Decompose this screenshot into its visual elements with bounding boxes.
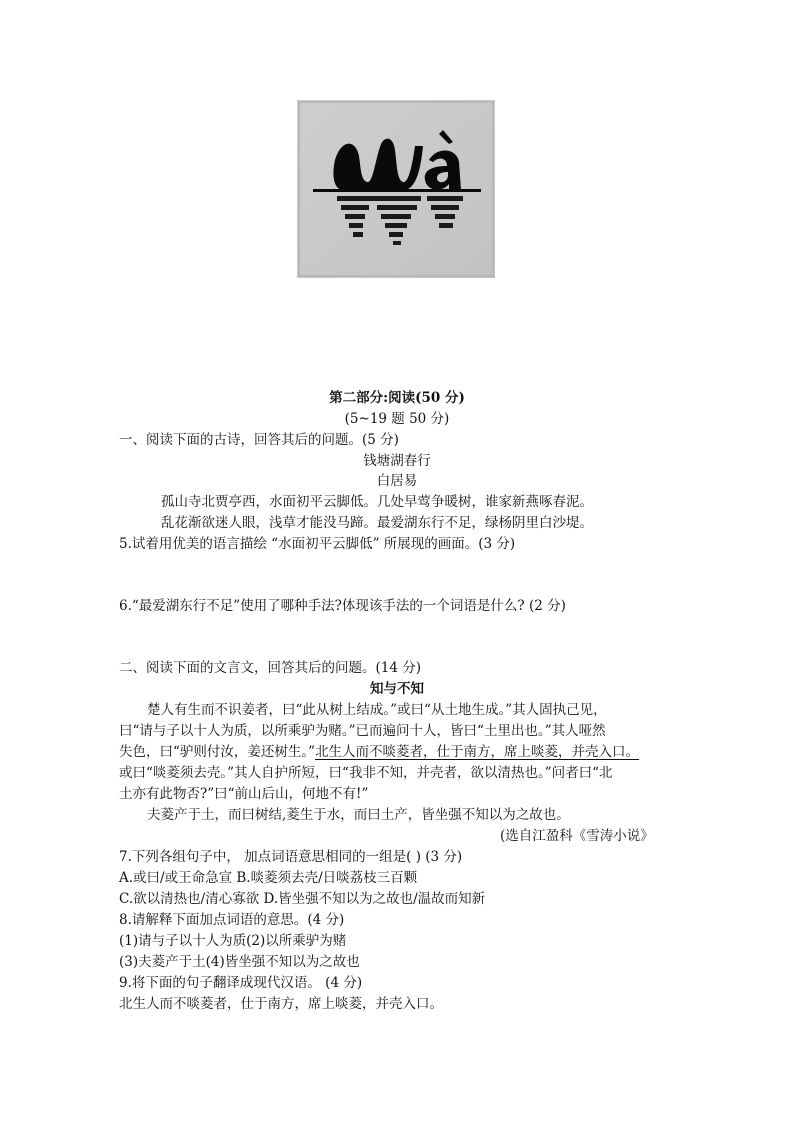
part-title: 第二部分:阅读(50 分) xyxy=(329,390,465,406)
paragraph1-line2: 曰“请与子以十人为质，以所乘驴为赌。”已而遍问十人，皆曰“土里出也。”其人哑然 xyxy=(119,723,606,739)
question-7-options-cd: C.欲以清热也/清心寡欲 D.皆坐强不知以为之故也/温故而知新 xyxy=(119,891,486,907)
part-subtitle: (5~19 题 50 分) xyxy=(344,411,450,427)
section1-instruction: 一、阅读下面的古诗，回答其后的问题。(5 分) xyxy=(119,432,399,448)
paragraph1-line3-start: 失色，曰“驴则付汝，姜还树生。” xyxy=(119,744,316,760)
question-7: 7.下列各组句子中， 加点词语意思相同的一组是( ) (3 分) xyxy=(119,849,463,865)
question-7-options-ab: A.或曰/或王命急宣 B.啖菱须去壳/日啖荔枝三百颗 xyxy=(119,870,418,886)
paragraph1-line3 xyxy=(119,742,639,762)
underlined-sentence: 北生人而不啖菱者，仕于南方，席上啖菱，并壳入口。 xyxy=(315,744,640,760)
text-title: 知与不知 xyxy=(370,681,424,697)
question-8: 8.请解释下面加点词语的意思。(4 分) xyxy=(119,912,345,928)
question-9: 9.将下面的句子翻译成现代汉语。 (4 分) xyxy=(119,975,363,991)
poem-line-2: 乱花渐欲迷人眼，浅草才能没马蹄。最爱湖东行不足，绿杨阴里白沙堤。 xyxy=(161,515,593,531)
question-8-items-3-4: (3)夫菱产于土(4)皆坐强不知以为之故也 xyxy=(119,954,360,970)
paragraph1-line1: 楚人有生而不识姜者，曰“此从树上结成。”或曰“从土地生成。”其人固执己见， xyxy=(147,702,607,718)
question-5: 5.试着用优美的语言描绘 “水面初平云脚低” 所展现的画面。(3 分) xyxy=(119,536,516,552)
question-8-items-1-2: (1)请与子以十人为质(2)以所乘驴为赌 xyxy=(119,933,347,949)
logo-image xyxy=(297,100,495,278)
question-9-sentence: 北生人而不啖菱者，仕于南方，席上啖菱，并壳入口。 xyxy=(119,996,443,1012)
poem-author: 白居易 xyxy=(376,473,418,489)
paragraph1-line4: 或曰“啖菱须去壳。”其人自护所短，曰“我非不知，并壳者，欲以清热也。”问者曰“北 xyxy=(119,765,613,781)
paragraph1-line5: 土亦有此物否?”曰“前山后山，何地不有!” xyxy=(119,786,369,802)
poem-line-1: 孤山寺北贾亭西，水面初平云脚低。几处早莺争暖树，谁家新燕啄春泥。 xyxy=(161,494,593,510)
source-citation: (选自江盈科《雪涛小说》 xyxy=(500,828,654,844)
poem-title: 钱塘湖春行 xyxy=(363,453,431,469)
question-6: 6.“最爱湖东行不足”使用了哪种手法?体现该手法的一个词语是什么? (2 分) xyxy=(119,598,566,614)
paragraph2: 夫菱产于土，而曰树结,菱生于水，而曰土产，皆坐强不知以为之故也。 xyxy=(147,807,570,823)
section2-instruction: 二、阅读下面的文言文，回答其后的问题。(14 分) xyxy=(119,660,422,676)
